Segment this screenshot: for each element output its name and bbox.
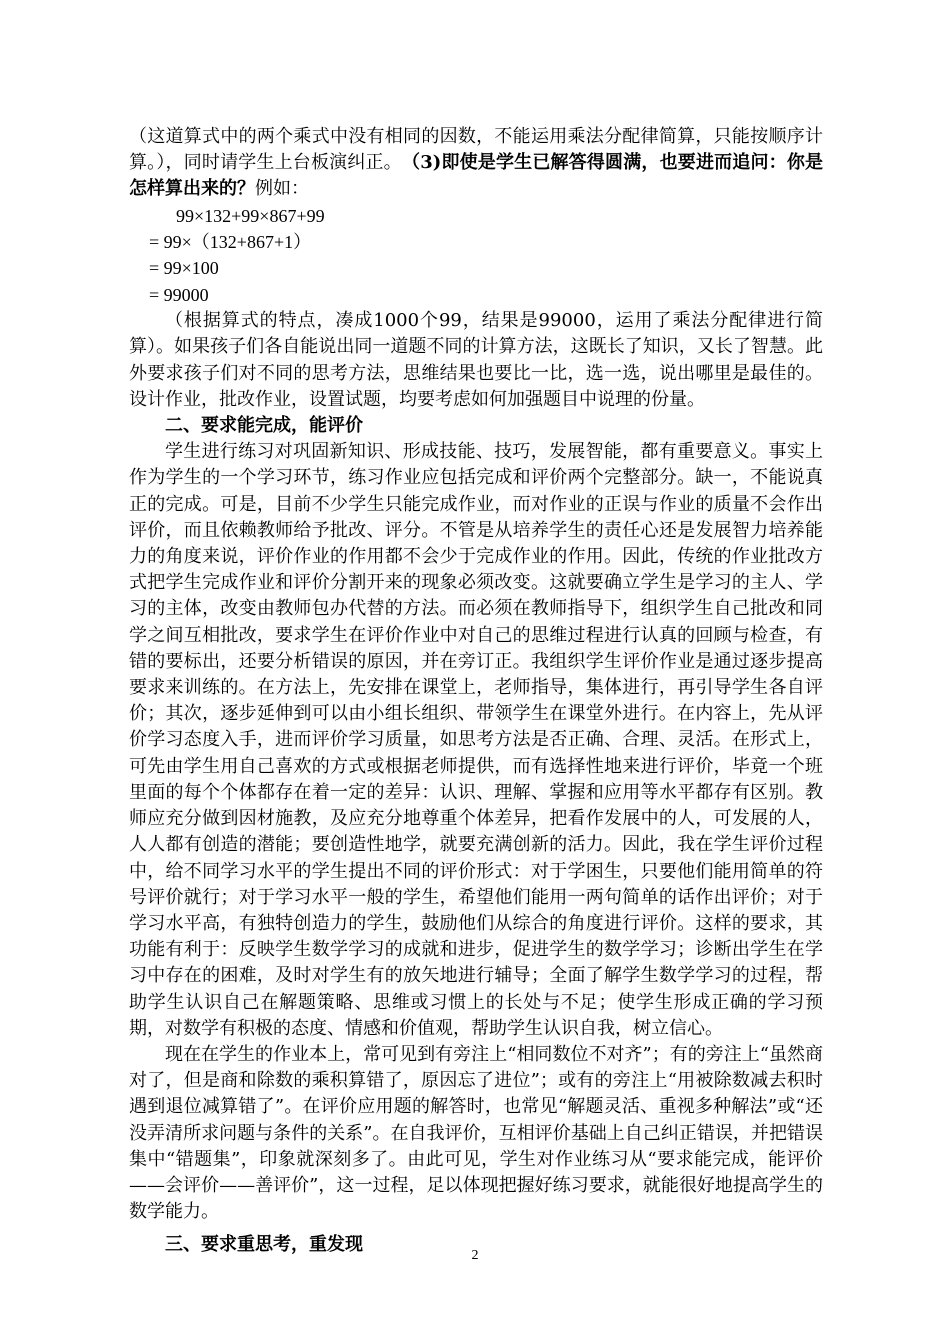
section-heading-3: 三、要求重思考，重发现 [165,1234,363,1256]
paragraph-evaluation: 学生进行练习对巩固新知识、形成技能、技巧，发展智能，都有重要意义。事实上作为学生的一个学习环节，练习作业应包括完成和评价两个完整部分。缺一，不能说真正的完成。可是，目前不少学生只能完成作业，而对作业的正误与作业的质量不会作出评价，而且依赖教师给予批改、评分。不管是从培养学生的责任心还是发展智力培养能力的角度来说，评价作业的作用都不会少于完成作业的作用。因此，传统的作业批改方式把学生完成作业和评价分割开来的现象必须改变。这就要确立学生是学习的主人、学习的主体，改变由教师包办代替的方法。而必须在教师指导下，组织学生自己批改和同学之间互相批改，要求学生在评价作业中对自己的思维过程进行认真的回顾与检查，有错的要标出，还要分析错误的原因，并在旁订正。我组织学生评价作业是通过逐步提高要求来训练的。在方法上，先安排在课堂上，老师指导，集体进行，再引导学生各自评价；其次，逐步延伸到可以由小组长组织、带领学生在课堂外进行。在内容上，先从评价学习态度入手，进而评价学习质量，如思考方法是否正确、合理、灵活。在形式上，可先由学生用自己喜欢的方式或根据老师提供，而有选择性地来进行评价，毕竟一个班里面的每个个体都存在着一定的差异：认识、理解、掌握和应用等水平都存有区别。教师应充分做到因材施教，及应充分地尊重个体差异，把看作发展中的人，可发展的人，人人都有创造的潜能；要创造性地学，就要充满创新的活力。因此，我在学生评价过程中，给不同学习水平的学生提出不同的评价形式：对于学困生，只要他们能用简单的符号评价就行；对于学习水平一般的学生，希望他们能用一两句简单的话作出评价；对于学习水平高，有独特创造力的学生，鼓励他们从综合的角度进行评价。这样的要求，其功能有利于：反映学生数学学习的成就和进步，促进学生的数学学习；诊断出学生在学习中存在的困难，及时对学生有的放矢地进行辅导；全面了解学生数学学习的过程，帮助学生认识自己在解题策略、思维或习惯上的长处与不足；使学生形成正确的学习预期，对数学有积极的态度、情感和价值观，帮助学生认识自我，树立信心。 [129,441,823,1039]
intro-bold-question: （3)即使是学生已解答得圆满，也要进而追问：你是怎样算出来的？ [129,152,824,200]
paragraph-annotations: 现在在学生的作业本上，常可见到有旁注上“相同数位不对齐”；有的旁注上“虽然商对了，但是商和除数的乘积算错了，原因忘了进位”；或有的旁注上“用被除数减去积时遇到退位减算错了”。在评价应用题的解答时，也常见“解题灵活、重视多种解法”或“还没弄清所求问题与条件的关系”。在自我评价，互相评价基础上自己纠正错误，并把错误集中“错题集”，印象就深刻多了。由此可见，学生对作业练习从“要求能完成，能评价——会评价——善评价”，这一过程，足以体现把握好练习要求，就能很好地提高学生的数学能力。 [129,1043,823,1223]
formula-line-2: = 99×（132+867+1） [149,232,312,253]
paragraph-after-formula: （根据算式的特点，凑成1000个99，结果是99000，运用了乘法分配律进行简算）。如果孩子们各自能说出同一道题不同的计算方法，这既长了知识，又长了智慧。此外要求孩子们对不同的思考方法，思维结果也要比一比，选一选，说出哪里是最佳的。设计作业，批改作业，设置试题，均要考虑如何加强题目中说理的份量。 [129,310,823,410]
page-number: 2 [471,1248,479,1263]
formula-line-1: 99×132+99×867+99 [176,205,325,226]
intro-paragraph [129,124,823,203]
formula-line-4: = 99000 [149,284,209,305]
section-heading-2: 二、要求能完成，能评价 [165,415,363,437]
intro-tail: 例如： [255,178,309,200]
document-body [129,124,823,1259]
formula-line-3: = 99×100 [149,258,219,279]
intro-text: （这道算式中的两个乘式中没有相同的因数，不能运用乘法分配律简算，只能按顺序计算。），同时请学生上台板演纠正。 [129,126,823,174]
